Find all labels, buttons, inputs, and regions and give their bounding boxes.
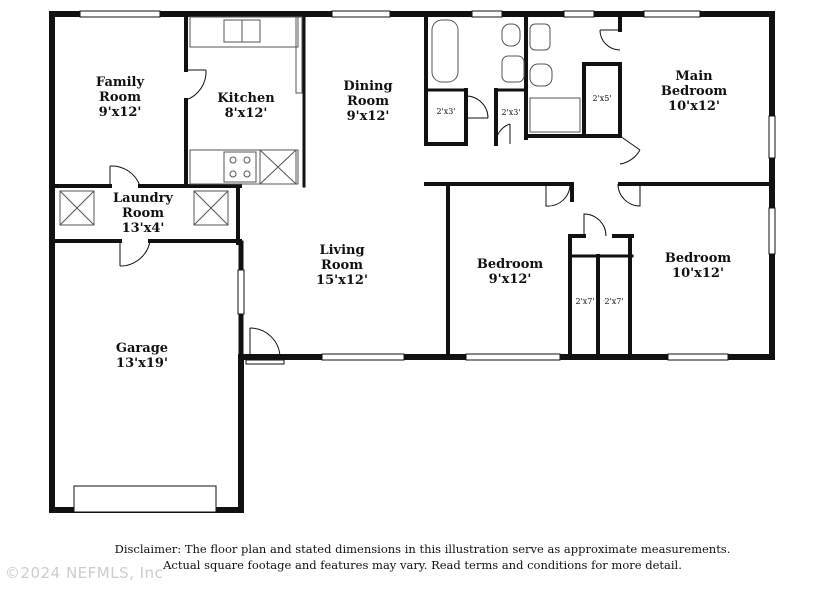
bedroom3-door [618, 184, 640, 206]
main-bedroom-window-east [769, 116, 775, 158]
garage-entry-door-swing [120, 241, 150, 266]
laundry-room-name-2: Room [122, 206, 164, 221]
kitchen-dims: 8'x12' [224, 106, 268, 121]
copyright-watermark: ©2024 NEFMLS, Inc [5, 564, 164, 582]
main-bath-door [600, 30, 620, 50]
disclaimer-line-2: Actual square footage and features may vary. Read terms and conditions for more detail. [163, 558, 682, 572]
living-room-name-1: Living [319, 243, 365, 258]
main-bedroom-name-2: Bedroom [660, 84, 728, 99]
hall-closet-1-door [466, 96, 488, 118]
family-room-window [80, 11, 160, 17]
main-bedroom-dims: 10'x12' [668, 99, 720, 114]
hall-closet-1-dims: 2'x3' [436, 107, 456, 116]
main-closet-dims: 2'x5' [592, 94, 612, 103]
kitchen-counter-bottom [190, 150, 298, 184]
garage-door [74, 486, 216, 512]
bedroom3-window-east [769, 208, 775, 254]
dining-room-name-2: Room [347, 94, 389, 109]
main-bedroom-window-north [644, 11, 700, 17]
shower [530, 98, 580, 132]
living-room-dims: 15'x12' [316, 273, 368, 288]
family-room-name-1: Family [95, 75, 145, 90]
living-room-window-west [238, 270, 244, 314]
room-labels [96, 69, 731, 371]
laundry-room-dims: 13'x4' [121, 221, 165, 236]
main-bedroom-door [620, 136, 640, 164]
kitchen-door-swing [186, 70, 206, 100]
main-bedroom-name-1: Main [675, 69, 713, 84]
stove-burner [244, 157, 250, 163]
stove-burner [230, 157, 236, 163]
main-bath-window [564, 11, 594, 17]
refrigerator-mark [260, 150, 296, 184]
hall-closet-door [584, 214, 606, 236]
bedroom-2-name: Bedroom [476, 257, 544, 272]
living-room-name-2: Room [321, 258, 363, 273]
bedroom-3-name: Bedroom [664, 251, 732, 266]
disclaimer-line-1: Disclaimer: The floor plan and stated dimensions in this illustration serve as approximate measurements. [114, 542, 731, 556]
toilet-main-bath [530, 64, 552, 86]
bedroom-3-dims: 10'x12' [672, 266, 724, 281]
bath-window [472, 11, 502, 17]
hall-closet-2-door [496, 124, 510, 144]
stove-burner [244, 171, 250, 177]
bedroom2-window [466, 354, 560, 360]
kitchen-counter-side [296, 17, 302, 93]
dining-room-dims: 9'x12' [346, 109, 390, 124]
laundry-door-swing [110, 166, 140, 186]
bedroom3-window-south [668, 354, 728, 360]
living-room-window [322, 354, 404, 360]
dryer-mark [194, 191, 228, 225]
garage-dims: 13'x19' [116, 356, 168, 371]
bedroom-closet-left-dims: 2'x7' [575, 297, 595, 306]
bathtub [432, 20, 458, 82]
dining-room-name-1: Dining [343, 79, 393, 94]
bedroom-2-dims: 9'x12' [488, 272, 532, 287]
dining-room-window [332, 11, 390, 17]
stove [224, 152, 256, 182]
laundry-room-name-1: Laundry [113, 191, 173, 206]
family-room-dims: 9'x12' [98, 105, 142, 120]
toilet-hall-bath [502, 24, 520, 46]
hall-closet-2-dims: 2'x3' [501, 108, 521, 117]
stove-burner [230, 171, 236, 177]
washer-mark [60, 191, 94, 225]
sink-main-bath [530, 24, 550, 50]
kitchen-name: Kitchen [217, 91, 275, 106]
sink-hall-bath [502, 56, 524, 82]
bedroom2-door [546, 184, 570, 206]
garage-name: Garage [115, 341, 169, 356]
bedroom-closet-right-dims: 2'x7' [604, 297, 624, 306]
family-room-name-2: Room [99, 90, 141, 105]
